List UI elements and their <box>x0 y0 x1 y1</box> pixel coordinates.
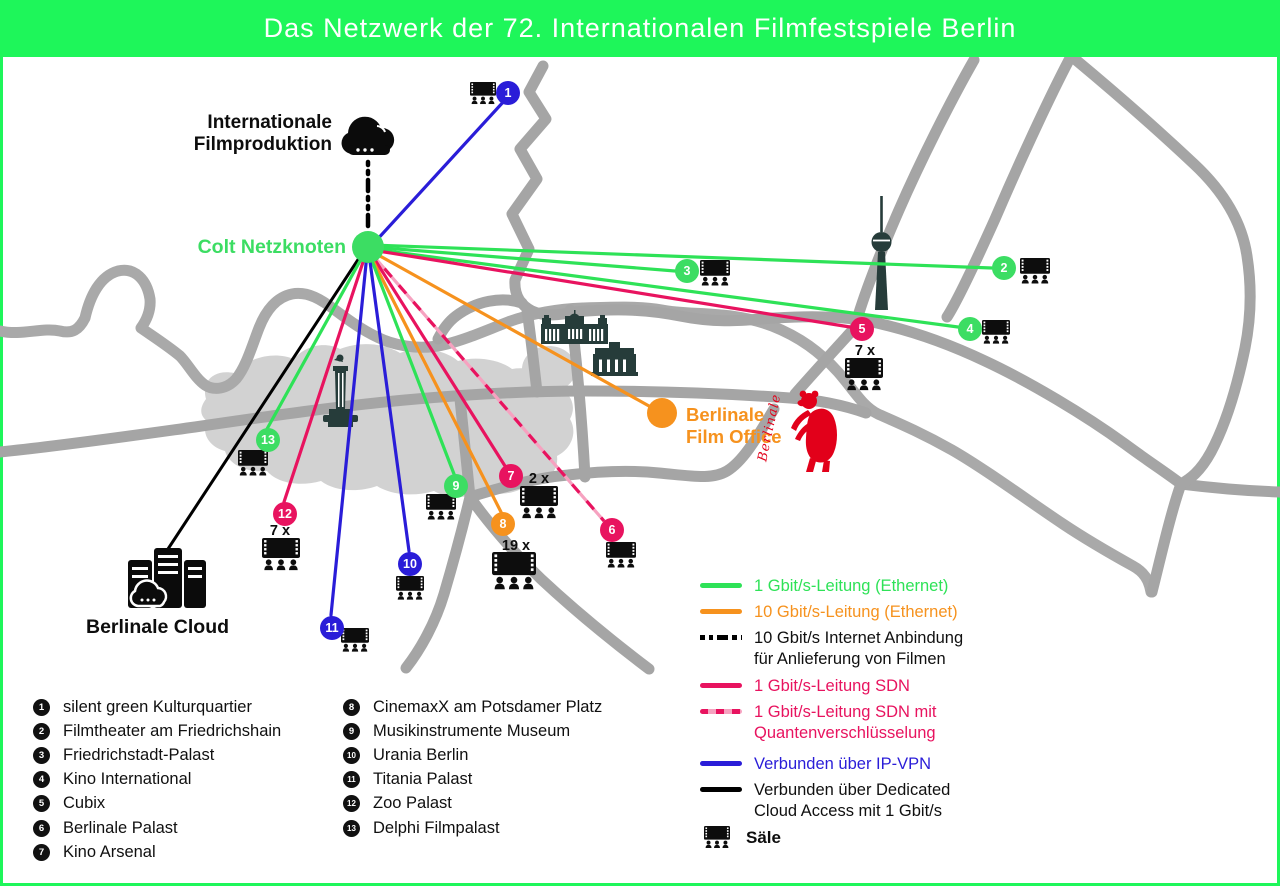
list-item: 3 Friedrichstadt-Palast <box>33 743 281 767</box>
venue-marker-4: 4 <box>958 317 982 341</box>
film-production-label: Internationale Filmproduktion <box>193 112 332 155</box>
legend-item-ethernet-10g: 10 Gbit/s-Leitung (Ethernet) <box>700 602 958 623</box>
legend-line-orange <box>700 609 742 614</box>
cinema-icon-7 <box>520 486 558 518</box>
venue-list-col2 <box>343 695 602 840</box>
list-item: 1 silent green Kulturquartier <box>33 695 281 719</box>
cinema-icon-13 <box>238 450 268 476</box>
venue-marker-5: 5 <box>850 317 874 341</box>
list-badge: 11 <box>343 771 360 788</box>
page-title: Das Netzwerk der 72. Internationalen Filmfestspiele Berlin <box>263 13 1017 43</box>
server-cloud-icon <box>128 548 206 608</box>
venue-marker-1: 1 <box>496 81 520 105</box>
list-badge: 7 <box>33 844 50 861</box>
list-item: 11 Titania Palast <box>343 768 602 792</box>
saele-label: Säle <box>746 827 781 847</box>
cloud-icon <box>342 117 395 155</box>
legend-item-sdn: 1 Gbit/s-Leitung SDN <box>700 676 910 697</box>
venue-list-col1 <box>33 695 281 864</box>
screen-count-cinemaxx: 19 x <box>501 538 531 554</box>
legend-line-black <box>700 787 742 792</box>
list-item: 9 Musikinstrumente Museum <box>343 719 602 743</box>
list-badge: 3 <box>33 747 50 764</box>
cinema-icon-1 <box>470 82 496 104</box>
legend-item-cloud-access: Verbunden über Dedicated Cloud Access mit 1 Gbit/s <box>700 780 950 822</box>
saele-icon <box>704 826 730 848</box>
bear-script-text: Berlinale <box>755 392 785 463</box>
film-office-node <box>647 398 677 428</box>
colt-node <box>352 231 384 263</box>
legend-line-black-dashed <box>700 635 742 640</box>
cinema-icon-8 <box>492 552 536 589</box>
legend-item-saele <box>704 826 781 848</box>
list-item: 8 CinemaxX am Potsdamer Platz <box>343 695 602 719</box>
screen-count-zoo: 7 x <box>269 523 291 539</box>
cinema-icon-6 <box>606 542 636 568</box>
list-item: 13 Delphi Filmpalast <box>343 816 602 840</box>
screen-count-arsenal: 2 x <box>528 471 550 487</box>
venue-marker-9: 9 <box>444 474 468 498</box>
list-item: 10 Urania Berlin <box>343 743 602 767</box>
cinema-icon-10 <box>396 576 424 600</box>
cinema-icon-2 <box>1020 258 1050 284</box>
brandenburg-gate-icon <box>591 342 638 376</box>
film-office-label: Berlinale Film Office <box>686 404 782 447</box>
list-badge: 10 <box>343 747 360 764</box>
venue-marker-13: 13 <box>256 428 280 452</box>
header-bar <box>0 0 1280 57</box>
colt-netzknoten-label: Colt Netzknoten <box>197 236 346 258</box>
list-badge: 8 <box>343 699 360 716</box>
cinema-icon-3 <box>700 260 730 286</box>
venue-marker-12: 12 <box>273 502 297 526</box>
legend-line-pink-dashed <box>700 709 742 714</box>
cinema-icon-5 <box>845 358 883 390</box>
venue-marker-10: 10 <box>398 552 422 576</box>
legend-item-ethernet-1g: 1 Gbit/s-Leitung (Ethernet) <box>700 576 948 597</box>
list-item: 4 Kino International <box>33 768 281 792</box>
list-item: 6 Berlinale Palast <box>33 816 281 840</box>
list-badge: 13 <box>343 820 360 837</box>
list-badge: 4 <box>33 771 50 788</box>
list-item: 2 Filmtheater am Friedrichshain <box>33 719 281 743</box>
cinema-icon-4 <box>982 320 1010 344</box>
list-item: 12 Zoo Palast <box>343 792 602 816</box>
legend-line-green <box>700 583 742 588</box>
screen-count-cubix: 7 x <box>854 343 876 359</box>
legend-item-sdn-quantum: 1 Gbit/s-Leitung SDN mit Quantenverschlüsselung <box>700 702 936 744</box>
list-item: 7 Kino Arsenal <box>33 840 281 864</box>
venue-marker-7: 7 <box>499 464 523 488</box>
venue-marker-3: 3 <box>675 259 699 283</box>
venue-marker-6: 6 <box>600 518 624 542</box>
legend-line-blue <box>700 761 742 766</box>
venue-marker-2: 2 <box>992 256 1016 280</box>
list-badge: 2 <box>33 723 50 740</box>
list-badge: 9 <box>343 723 360 740</box>
berlinale-cloud-label: Berlinale Cloud <box>86 616 230 638</box>
list-badge: 1 <box>33 699 50 716</box>
list-badge: 12 <box>343 795 360 812</box>
venue-marker-8: 8 <box>491 512 515 536</box>
cinema-icon-11 <box>341 628 369 652</box>
legend-item-ipvpn: Verbunden über IP-VPN <box>700 754 931 775</box>
legend-item-internet: 10 Gbit/s Internet Anbindung für Anlieferung von Filmen <box>700 628 963 670</box>
venue-marker-11: 11 <box>320 616 344 640</box>
list-item: 5 Cubix <box>33 792 281 816</box>
list-badge: 6 <box>33 820 50 837</box>
cinema-icon-12 <box>262 538 300 570</box>
list-badge: 5 <box>33 795 50 812</box>
tv-tower-icon <box>872 196 892 310</box>
cinema-icon-9 <box>426 494 456 520</box>
legend-line-pink <box>700 683 742 688</box>
